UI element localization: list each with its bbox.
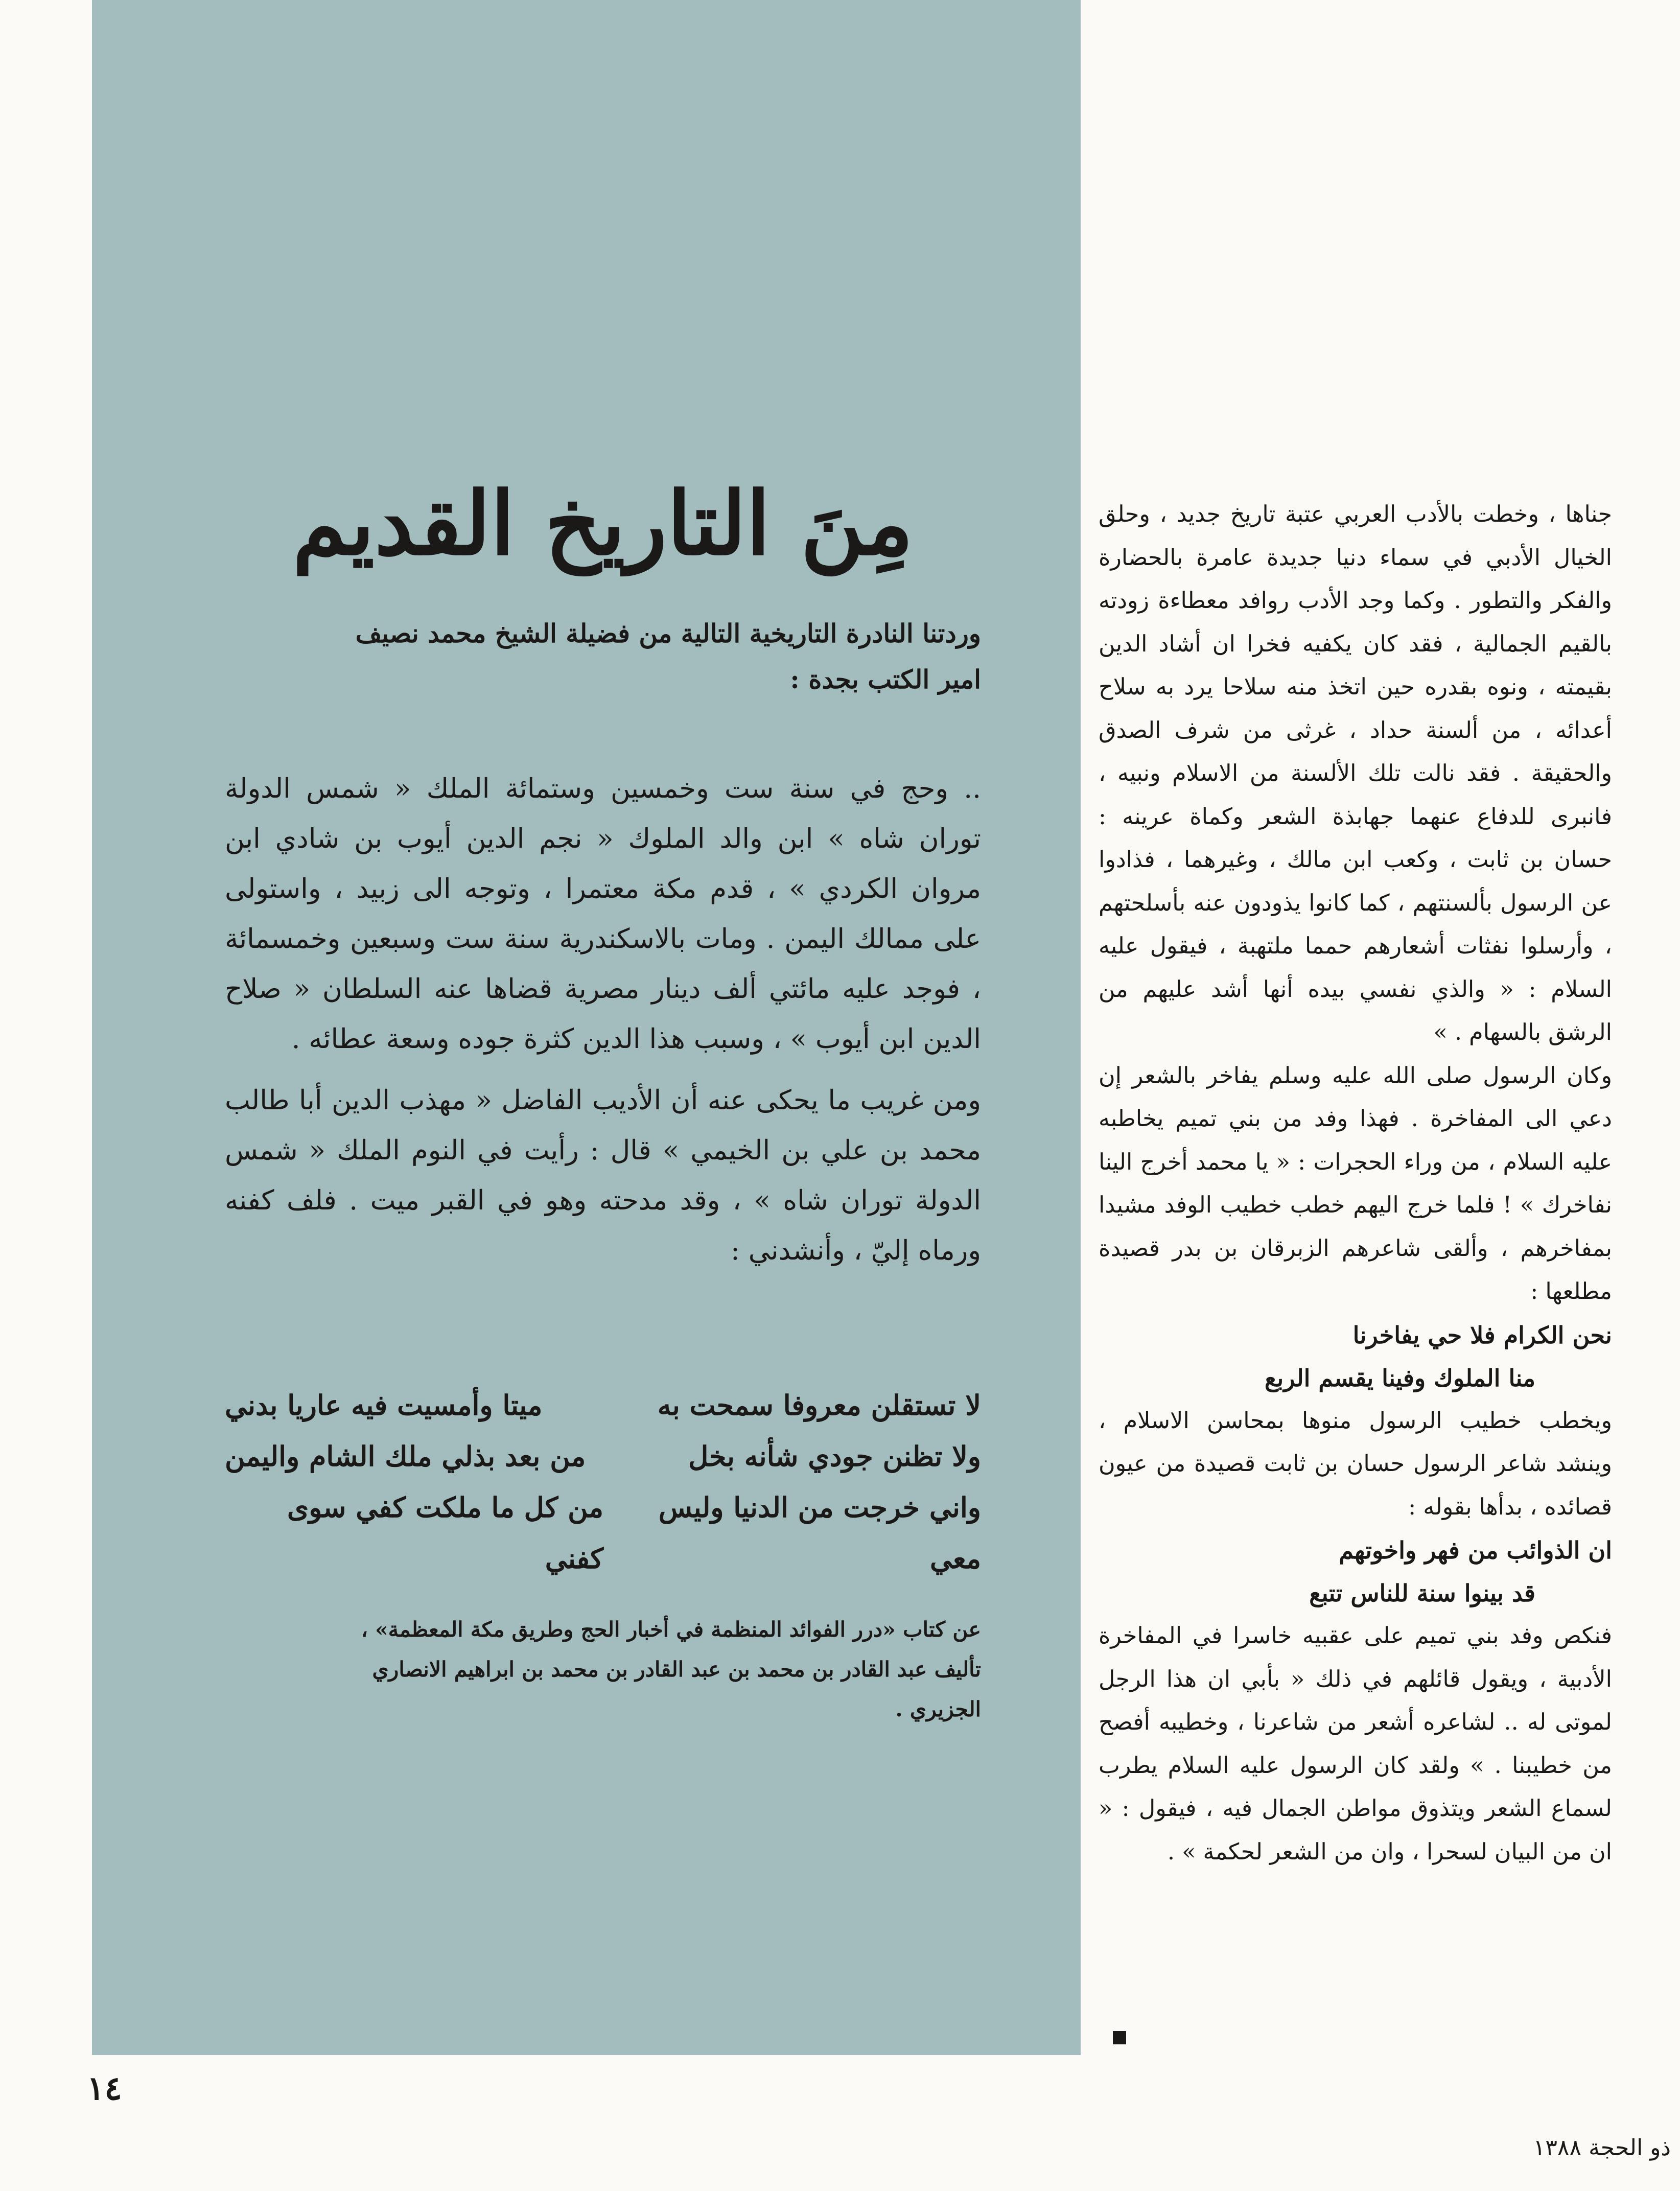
quoted-verse-line: منا الملوك وفينا يقسم الربع — [1264, 1364, 1535, 1392]
right-column-text — [1099, 493, 1612, 1874]
citation-line: تأليف عبد القادر بن محمد بن عبد القادر بن محمد بن ابراهيم الانصاري — [372, 1657, 981, 1682]
column-paragraph: جناها ، وخطت بالأدب العربي عتبة تاريخ جديد ، وحلق الخيال الأدبي في سماء دنيا جديدة عامرة بالحضارة والفكر والتطور . وكما وجد الأدب روافد معطاءة زودته بالقيم الجمالية ، فقد كان يكفيه فخرا ان أشاد الدين بقيمته ، ونوه بقدره حين اتخذ منه سلاحا يرد به سلاح أعدائه ، من ألسنة حداد ، غرثى من شرف الصدق والحقيقة . فقد نالت تلك الألسنة من الاسلام ونبيه ، فانبرى للدفاع عنهما جهابذة الشعر وكماة عرينه : حسان بن ثابت ، وكعب ابن مالك ، وغيرهما ، فذادوا عن الرسول بألسنتهم ، كما كانوا يذودون عنه بأسلحتهم ، وأرسلوا نفثات أشعارهم حمما ملتهبة ، فيقول عليه السلام : « والذي نفسي بيده أنها أشد عليهم من الرشق بالسهام . » — [1099, 501, 1613, 1045]
issue-date: ذو الحجة ١٣٨٨ — [1533, 2135, 1671, 2161]
page-number: ١٤ — [87, 2069, 122, 2108]
poem-verse — [225, 1431, 981, 1482]
verse-first-hemistich: واني خرجت من الدنيا وليس معي — [658, 1491, 981, 1575]
intro-line: امير الكتب بجدة : — [790, 664, 981, 694]
quoted-verse-line: ان الذوائب من فهر واخوتهم — [1339, 1536, 1612, 1564]
quoted-verse-line: قد بينوا سنة للناس تتبع — [1309, 1579, 1535, 1607]
source-citation — [225, 1610, 981, 1729]
article-end-mark — [1113, 2031, 1126, 2044]
poem-verse — [225, 1482, 981, 1584]
citation-line: عن كتاب «درر الفوائد المنظمة في أخبار الحج وطريق مكة المعظمة» ، — [361, 1617, 981, 1642]
body-paragraph: .. وحج في سنة ست وخمسين وستمائة الملك « شمس الدولة توران شاه » ابن والد الملوك « نجم الدين أيوب بن شادي ابن مروان الكردي » ، قدم مكة معتمرا ، وتوجه الى زبيد ، واستولى على ممالك اليمن . ومات بالاسكندرية سنة ست وسبعين وخمسمائة ، فوجد عليه مائتي ألف دينار مصرية قضاها عنه السلطان « صلاح الدين ابن أيوب » ، وسبب هذا الدين كثرة جوده وسعة عطائه . — [225, 773, 981, 1055]
citation-line: الجزيري . — [895, 1697, 981, 1721]
verse-second-hemistich: من بعد بذلي ملك الشام واليمن — [225, 1440, 586, 1473]
body-paragraph: ومن غريب ما يحكى عنه أن الأديب الفاضل « مهذب الدين أبا طالب محمد بن علي بن الخيمي » قال : رأيت في النوم الملك « شمس الدولة توران شاه » ، وقد مدحته وهو في القبر ميت . فلف كفنه ورماه إليّ ، وأنشدني : — [225, 1085, 981, 1266]
verse-first-hemistich: لا تستقلن معروفا سمحت به — [657, 1389, 981, 1421]
quoted-verse-line: نحن الكرام فلا حي يفاخرنا — [1352, 1321, 1612, 1349]
poem-block — [225, 1380, 981, 1584]
column-paragraph: وكان الرسول صلى الله عليه وسلم يفاخر بالشعر إن دعي الى المفاخرة . فهذا وفد من بني تميم يخاطبه عليه السلام ، من وراء الحجرات : « يا محمد أخرج الينا نفاخرك » ! فلما خرج اليهم خطب خطيب الوفد مشيدا بمفاخرهم ، وألقى شاعرهم الزبرقان بن بدر قصيدة مطلعها : — [1099, 1062, 1612, 1304]
column-paragraph: فنكص وفد بني تميم على عقبيه خاسرا في المفاخرة الأدبية ، ويقول قائلهم في ذلك « بأبي ان هذا الرجل لموتى له .. لشاعره أشعر من شاعرنا ، وخطيبه أفصح من خطيبنا . » ولقد كان الرسول عليه السلام يطرب لسماع الشعر ويتذوق مواطن الجمال فيه ، فيقول : « ان من البيان لسحرا ، وان من الشعر لحكمة » . — [1099, 1623, 1612, 1865]
column-paragraph: ويخطب خطيب الرسول منوها بمحاسن الاسلام ، وينشد شاعر الرسول حسان بن ثابت قصيدة من عيون قصائده ، بدأها بقوله : — [1099, 1407, 1612, 1520]
article-intro — [225, 611, 981, 703]
verse-second-hemistich: ميتا وأمسيت فيه عاريا بدني — [225, 1389, 543, 1421]
intro-line: وردتنا النادرة التاريخية التالية من فضيلة الشيخ محمد نصيف — [355, 618, 981, 648]
article-body — [225, 764, 981, 1276]
poem-verse — [225, 1380, 981, 1431]
article-title: مِنَ التاريخ القديم — [292, 473, 914, 575]
verse-first-hemistich: ولا تظنن جودي شأنه بخل — [688, 1440, 981, 1473]
verse-second-hemistich: من كل ما ملكت كفي سوى كفني — [287, 1491, 604, 1575]
